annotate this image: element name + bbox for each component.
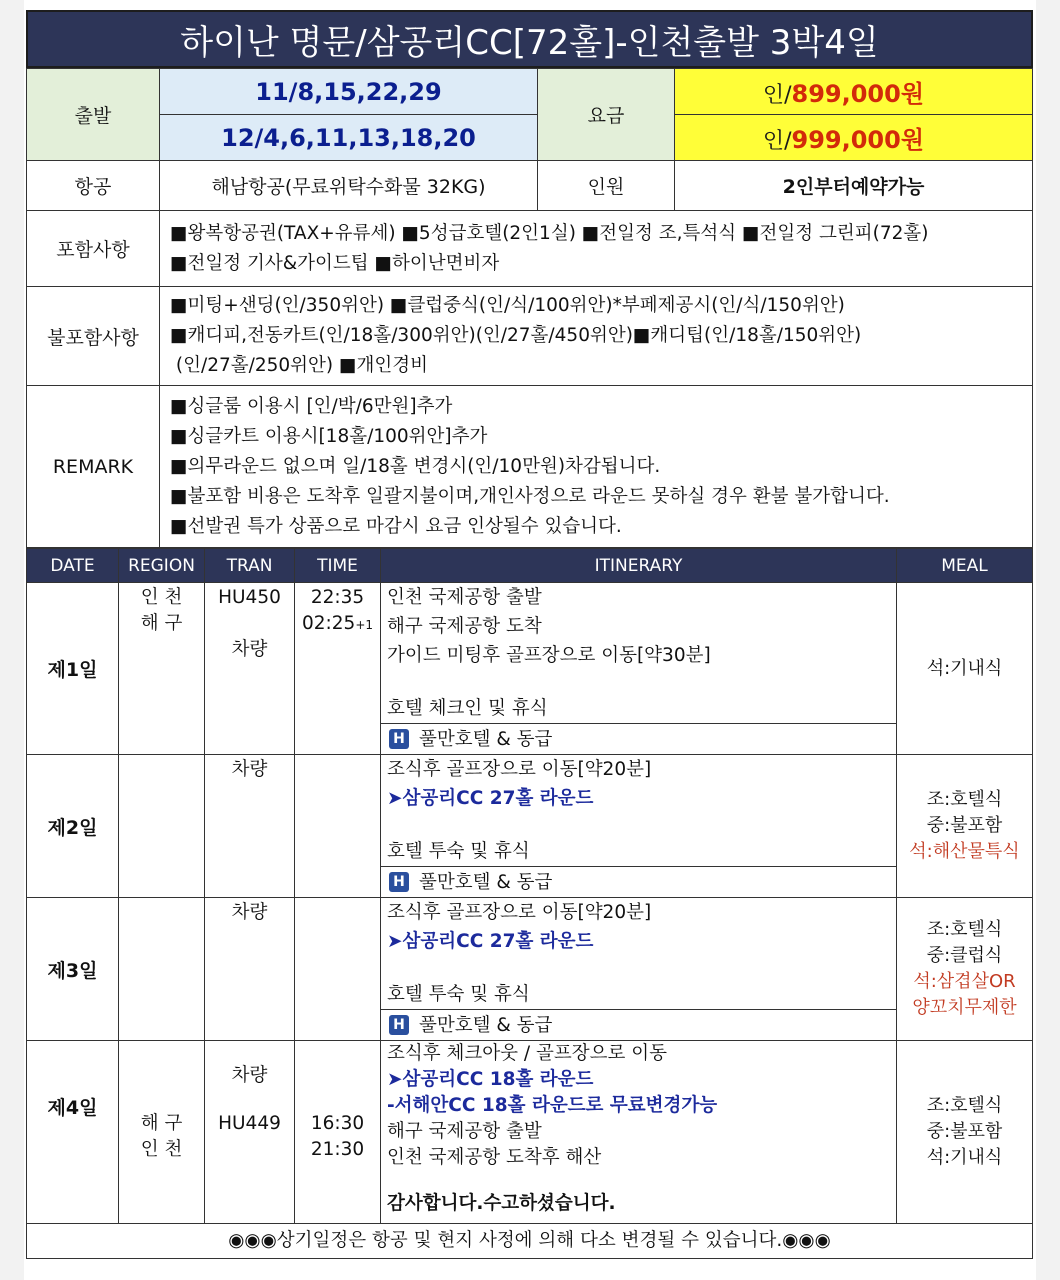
day-label: 제1일 [27, 583, 119, 755]
list-item: ■왕복항공권(TAX+유류세) ■5성급호텔(2인1실) ■전일정 조,특석식 ■전일정 그린피(72홀) [170, 222, 929, 244]
header-tran: TRAN [205, 549, 295, 583]
meal-line: 중:불포함 [926, 815, 1003, 836]
departure-dates-nov: 11/8,15,22,29 [160, 69, 538, 115]
list-item: ■불포함 비용은 도착후 일괄지불이며,개인사정으로 라운드 못하실 경우 환불 불가합니다. [170, 485, 890, 507]
header-time: TIME [295, 549, 381, 583]
region-text: 인 천 [140, 587, 183, 608]
itinerary-line: ➤삼공리CC 27홀 라운드 [387, 931, 594, 952]
itinerary-line: 호텔 투숙 및 휴식 [387, 984, 530, 1005]
hotel-icon: H [389, 1015, 409, 1035]
table-row [27, 1041, 1033, 1224]
itinerary-line: 호텔 투숙 및 휴식 [387, 841, 530, 862]
list-item: ■미팅+샌딩(인/350위안) ■클럽중식(인/식/100위안)*부페제공시(인/식/150위안) [170, 295, 845, 316]
day-label: 제2일 [27, 755, 119, 898]
meal-cell [897, 1041, 1033, 1224]
list-item: (인/27홀/250위안) ■개인경비 [170, 355, 428, 376]
hotel-icon: H [389, 872, 409, 892]
list-item: ■의무라운드 없으며 일/18홀 변경시(인/10만원)차감됩니다. [170, 455, 661, 477]
meal-line: 양꼬치무제한 [912, 997, 1017, 1018]
itinerary-line: 인천 국제공항 출발 [387, 587, 542, 608]
itinerary-line: 조식후 체크아웃 / 골프장으로 이동 [387, 1043, 667, 1064]
meal-line: 석:해산물특식 [909, 841, 1020, 862]
departure-label: 출발 [27, 69, 160, 161]
itinerary-line: ➤삼공리CC 18홀 라운드 [387, 1069, 594, 1090]
time-text: 21:30 [310, 1139, 365, 1160]
itinerary-line: 호텔 체크인 및 휴식 [387, 698, 548, 719]
list-item: ■캐디피,전동카트(인/18홀/300위안)(인/27홀/450위안)■캐디팁(인/18홀/150위안) [170, 325, 862, 346]
meal-cell [897, 755, 1033, 898]
meal-line: 중:불포함 [926, 1121, 1003, 1142]
itinerary-line: 해구 국제공항 도착 [387, 616, 542, 637]
table-row [27, 583, 1033, 755]
airline-label: 항공 [27, 161, 160, 211]
header-meal: MEAL [897, 549, 1033, 583]
meal-line: 중:클럽식 [926, 945, 1003, 966]
itinerary-line: -서해안CC 18홀 라운드로 무료변경가능 [387, 1095, 718, 1116]
itinerary-line: 가이드 미팅후 골프장으로 이동[약30분] [387, 645, 711, 666]
itinerary-line: 감사합니다.수고하셨습니다. [387, 1193, 616, 1214]
meal-line: 조:호텔식 [926, 789, 1003, 810]
price-row-1: 인/899,000원 [675, 69, 1033, 115]
list-item: ■전일정 기사&가이드팁 ■하이난면비자 [170, 252, 500, 274]
meal-line: 석:기내식 [926, 1147, 1003, 1168]
departure-dates-dec: 12/4,6,11,13,18,20 [160, 115, 538, 161]
hotel-line: H 풀만호텔 & 동급 [381, 1009, 896, 1040]
itinerary-cell [381, 583, 897, 755]
transport-text: 차량 [231, 1065, 268, 1086]
itinerary-line: ➤삼공리CC 27홀 라운드 [387, 788, 594, 809]
remark-list [160, 386, 1033, 548]
itinerary-line: 조식후 골프장으로 이동[약20분] [387, 902, 652, 923]
transport-text: 차량 [231, 639, 268, 660]
meal-line: 조:호텔식 [926, 1095, 1003, 1116]
hotel-line: H 풀만호텔 & 동급 [381, 866, 896, 897]
airline-value: 해남항공(무료위탁수화물 32KG) [160, 161, 538, 211]
time-text: 02:25+1 [301, 613, 374, 634]
itinerary-line: 조식후 골프장으로 이동[약20분] [387, 759, 652, 780]
meal-cell [897, 898, 1033, 1041]
header-date: DATE [27, 549, 119, 583]
excluded-list [160, 287, 1033, 386]
itinerary-cell [381, 1041, 897, 1224]
itinerary-cell [381, 898, 897, 1041]
itinerary-cell [381, 755, 897, 898]
day-label: 제3일 [27, 898, 119, 1041]
region-text: 인 천 [140, 1139, 183, 1160]
footer-notice: ◉◉◉상기일정은 항공 및 현지 사정에 의해 다소 변경될 수 있습니다.◉◉◉ [27, 1224, 1033, 1259]
price-row-2: 인/999,000원 [675, 115, 1033, 161]
meal-cell [897, 583, 1033, 755]
hotel-line: H 풀만호텔 & 동급 [381, 723, 896, 754]
transport-text: 차량 [231, 759, 268, 780]
list-item: ■싱글룸 이용시 [인/박/6만원]추가 [170, 395, 453, 417]
time-text: 22:35 [310, 587, 365, 608]
people-value: 2인부터예약가능 [675, 161, 1033, 211]
included-label: 포함사항 [27, 211, 160, 287]
itinerary-line: 해구 국제공항 출발 [387, 1121, 542, 1142]
info-table [26, 68, 1033, 548]
list-item: ■싱글카트 이용시[18홀/100위안]추가 [170, 425, 488, 447]
remark-label: REMARK [27, 386, 160, 548]
page-title: 하이난 명문/삼공리CC[72홀]-인천출발 3박4일 [26, 10, 1033, 68]
included-list [160, 211, 1033, 287]
list-item: ■선발권 특가 상품으로 마감시 요금 인상될수 있습니다. [170, 515, 622, 537]
flight-number: HU449 [218, 1113, 281, 1134]
region-text: 해 구 [140, 1113, 183, 1134]
region-text: 해 구 [140, 613, 183, 634]
hotel-icon: H [389, 729, 409, 749]
people-label: 인원 [538, 161, 675, 211]
header-region: REGION [119, 549, 205, 583]
flight-number: HU450 [218, 587, 281, 608]
itinerary-line: 인천 국제공항 도착후 해산 [387, 1147, 602, 1168]
header-itinerary: ITINERARY [381, 549, 897, 583]
meal-line: 석:기내식 [926, 657, 1003, 679]
time-text: 16:30 [310, 1113, 365, 1134]
table-row [27, 755, 1033, 898]
meal-line: 석:삼겹살OR [913, 971, 1016, 992]
meal-line: 조:호텔식 [926, 919, 1003, 940]
table-row [27, 898, 1033, 1041]
excluded-label: 불포함사항 [27, 287, 160, 386]
day-label: 제4일 [27, 1041, 119, 1224]
fee-label: 요금 [538, 69, 675, 161]
transport-text: 차량 [231, 902, 268, 923]
itinerary-table [26, 548, 1033, 1259]
